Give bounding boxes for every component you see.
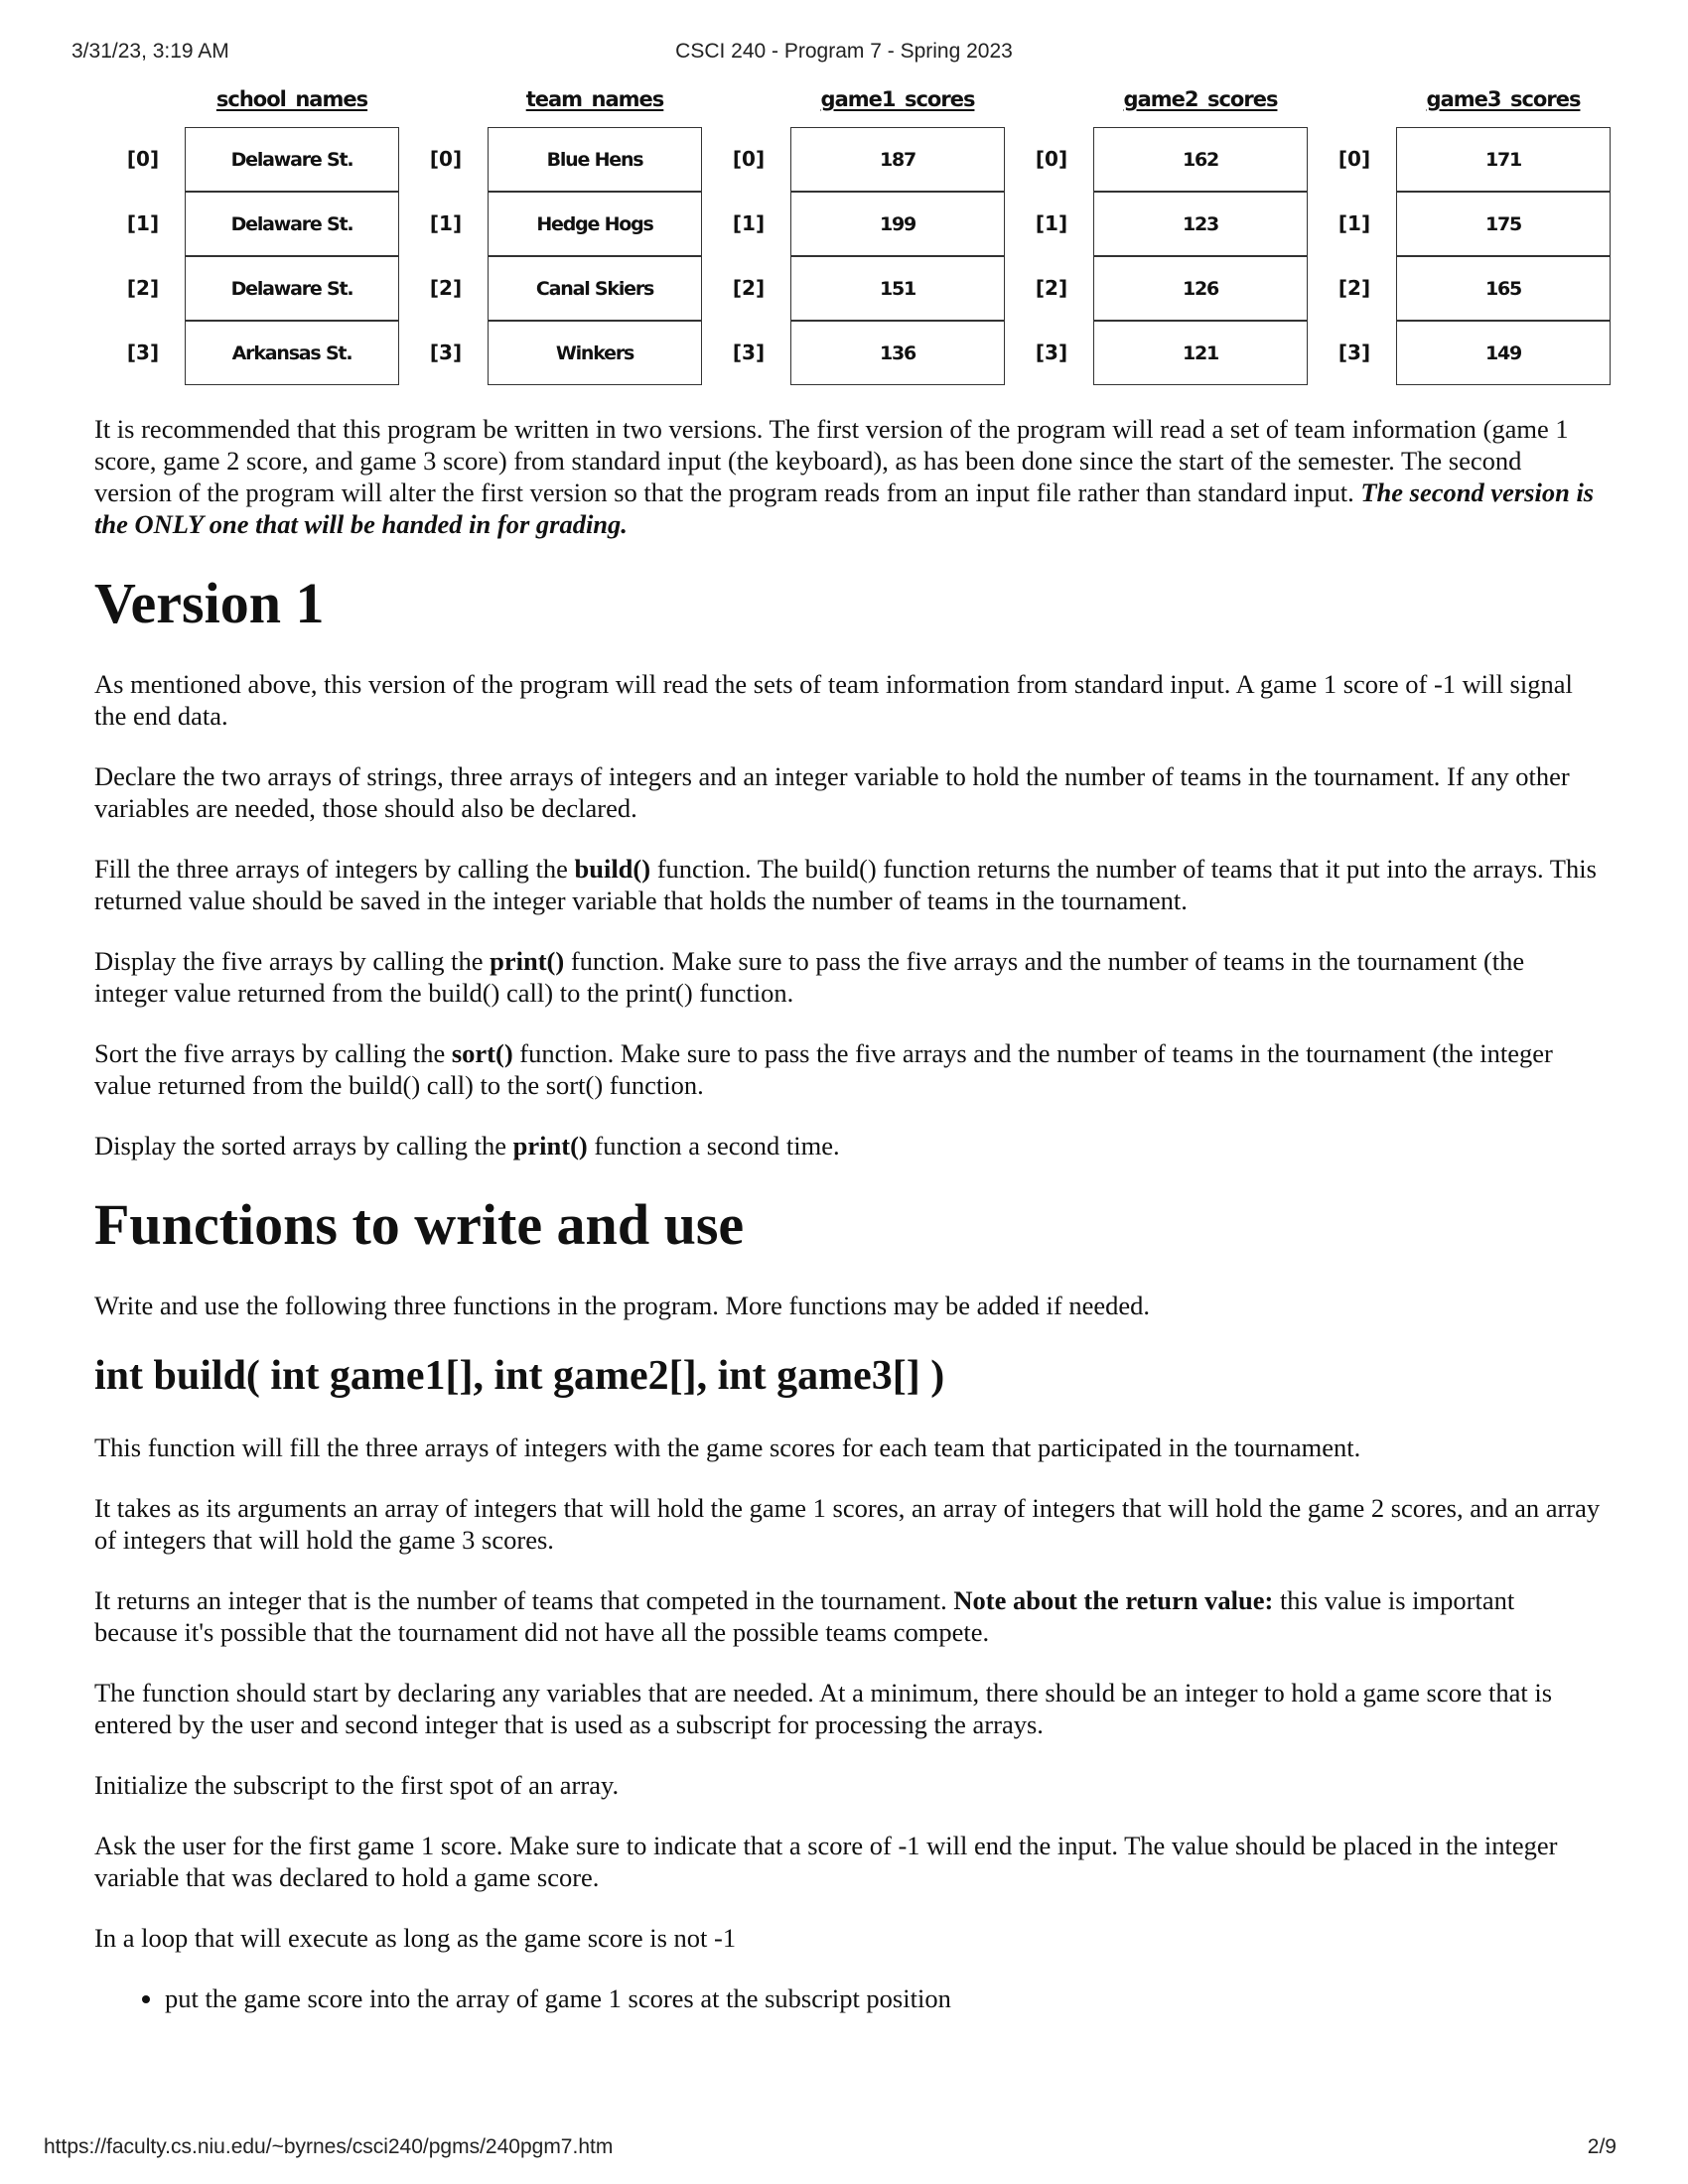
array-index-label: [0]: [126, 147, 160, 171]
array-index-label: [2]: [1337, 276, 1371, 300]
array-index-label: [1]: [429, 211, 463, 235]
array-title: game2_scores: [1123, 87, 1278, 111]
intro-paragraph: [94, 413, 1604, 540]
text: function. Make sure to pass the five arrays and the number of teams in the tournament (the integer value returned from the build() call) to the sort() function.: [94, 1038, 1553, 1100]
array-diagram: [0, 87, 1688, 389]
array-cell: 162: [1093, 127, 1308, 192]
array-index-label: [1]: [1337, 211, 1371, 235]
array-cell: 121: [1093, 321, 1308, 385]
text: function. Make sure to pass the five arrays and the number of teams in the tournament (the integer value returned from the build() call) to the print() function.: [94, 946, 1525, 1008]
array-index-label: [2]: [732, 276, 766, 300]
text: Sort the five arrays by calling the: [94, 1038, 452, 1068]
array-index-label: [3]: [429, 341, 463, 364]
array-index-label: [3]: [126, 341, 160, 364]
print-function-name: print(): [490, 946, 565, 976]
array-index-label: [0]: [429, 147, 463, 171]
array-index-label: [2]: [429, 276, 463, 300]
build-bullet-list: [94, 1982, 1604, 2014]
array-index-label: [3]: [1337, 341, 1371, 364]
array-title: game1_scores: [820, 87, 975, 111]
build-paragraph-4: The function should start by declaring any variables that are needed. At a minimum, there should be an integer to hold a game score that is entered by the user and second integer that is used as a subscript for processing the arrays.: [94, 1678, 1553, 1739]
array-index-label: [1]: [1035, 211, 1068, 235]
array-index-label: [0]: [1337, 147, 1371, 171]
version1-paragraph-3: [94, 853, 1604, 916]
array-cell: Hedge Hogs: [488, 192, 702, 256]
array-index-label: [1]: [732, 211, 766, 235]
build-function-name: build(): [574, 854, 651, 884]
array-cell: 175: [1396, 192, 1611, 256]
version1-paragraph-5: [94, 1037, 1604, 1101]
text: Fill the three arrays of integers by calling the: [94, 854, 575, 884]
array-cell: Delaware St.: [185, 127, 399, 192]
version1-paragraph-1: As mentioned above, this version of the program will read the sets of team information from standard input. A game 1 score of -1 will signal the end data.: [94, 669, 1573, 731]
version1-paragraph-6: [94, 1130, 1604, 1161]
build-paragraph-5: Initialize the subscript to the first spot of an array.: [94, 1770, 620, 1800]
text: Display the five arrays by calling the: [94, 946, 491, 976]
sort-function-name: sort(): [451, 1038, 513, 1068]
build-paragraph-6: Ask the user for the first game 1 score. Make sure to indicate that a score of -1 will end the input. The value should be placed in the integer variable that was declared to hold a game score.: [94, 1831, 1558, 1892]
array-cell: 199: [790, 192, 1005, 256]
array-cell: Winkers: [488, 321, 702, 385]
header-title: CSCI 240 - Program 7 - Spring 2023: [675, 40, 1013, 63]
version1-paragraph-2: Declare the two arrays of strings, three arrays of integers and an integer variable to hold the number of teams in the tournament. If any other variables are needed, those should also be declared.: [94, 761, 1570, 823]
array-index-label: [0]: [732, 147, 766, 171]
array-cell: 149: [1396, 321, 1611, 385]
print-function-name: print(): [512, 1131, 588, 1160]
array-cell: Blue Hens: [488, 127, 702, 192]
array-cell: 165: [1396, 256, 1611, 321]
array-cell: 187: [790, 127, 1005, 192]
footer-url[interactable]: https://faculty.cs.niu.edu/~byrnes/csci240/pgms/240pgm7.htm: [44, 2135, 614, 2158]
intro-emphasis: The second version is the ONLY one that will be handed in for grading.: [94, 478, 1595, 539]
heading-functions: Functions to write and use: [94, 1192, 745, 1257]
array-index-label: [3]: [1035, 341, 1068, 364]
build-paragraph-2: It takes as its arguments an array of integers that will hold the game 1 scores, an array of integers that will hold the game 2 scores, and an array of integers that will hold the game 3 scores.: [94, 1493, 1601, 1555]
footer-page-number: 2/9: [1587, 2135, 1617, 2158]
array-cell: 123: [1093, 192, 1308, 256]
text: It returns an integer that is the number of teams that competed in the tournament.: [94, 1585, 954, 1615]
array-title: school_names: [215, 87, 368, 111]
array-cell: 126: [1093, 256, 1308, 321]
return-value-note: Note about the return value:: [953, 1585, 1274, 1615]
array-title: game3_scores: [1426, 87, 1581, 111]
array-cell: 151: [790, 256, 1005, 321]
array-index-label: [3]: [732, 341, 766, 364]
array-index-label: [2]: [1035, 276, 1068, 300]
array-cell: 171: [1396, 127, 1611, 192]
header-datetime: 3/31/23, 3:19 AM: [71, 40, 229, 63]
list-item: • put the game score into the array of game 1 scores at the subscript position: [165, 1982, 1604, 2014]
array-title: team_names: [525, 87, 664, 111]
array-cell: Arkansas St.: [185, 321, 399, 385]
array-cell: 136: [790, 321, 1005, 385]
array-cell: Delaware St.: [185, 192, 399, 256]
version1-paragraph-4: [94, 945, 1604, 1009]
array-cell: Delaware St.: [185, 256, 399, 321]
intro-text: It is recommended that this program be written in two versions. The first version of the program will read a set of team information (game 1 score, game 2 score, and game 3 score) from standard input (the keyboard), as has been done since the start of the semester. The second version of the program will alter the first version so that the program reads from an input file rather than standard input.: [94, 414, 1569, 507]
array-index-label: [2]: [126, 276, 160, 300]
document-body: [94, 413, 1604, 2014]
functions-intro: Write and use the following three functions in the program. More functions may be added if needed.: [94, 1291, 1151, 1320]
array-index-label: [0]: [1035, 147, 1068, 171]
text: function. The build() function returns the number of teams that it put into the arrays. This returned value should be saved in the integer variable that holds the number of teams in the tournament.: [94, 854, 1597, 915]
text: this value is important because it's possible that the tournament did not have all the possible teams compete.: [94, 1585, 1515, 1647]
heading-version-1: Version 1: [94, 571, 325, 635]
text: Display the sorted arrays by calling the: [94, 1131, 513, 1160]
build-paragraph-3: [94, 1584, 1604, 1648]
array-cell: Canal Skiers: [488, 256, 702, 321]
build-paragraph-1: This function will fill the three arrays of integers with the game scores for each team that participated in the tournament.: [94, 1433, 1361, 1462]
text: function a second time.: [587, 1131, 840, 1160]
heading-build-signature: int build( int game1[], int game2[], int game3[] ): [94, 1353, 945, 1399]
array-index-label: [1]: [126, 211, 160, 235]
build-paragraph-7: In a loop that will execute as long as the game score is not -1: [94, 1923, 737, 1953]
